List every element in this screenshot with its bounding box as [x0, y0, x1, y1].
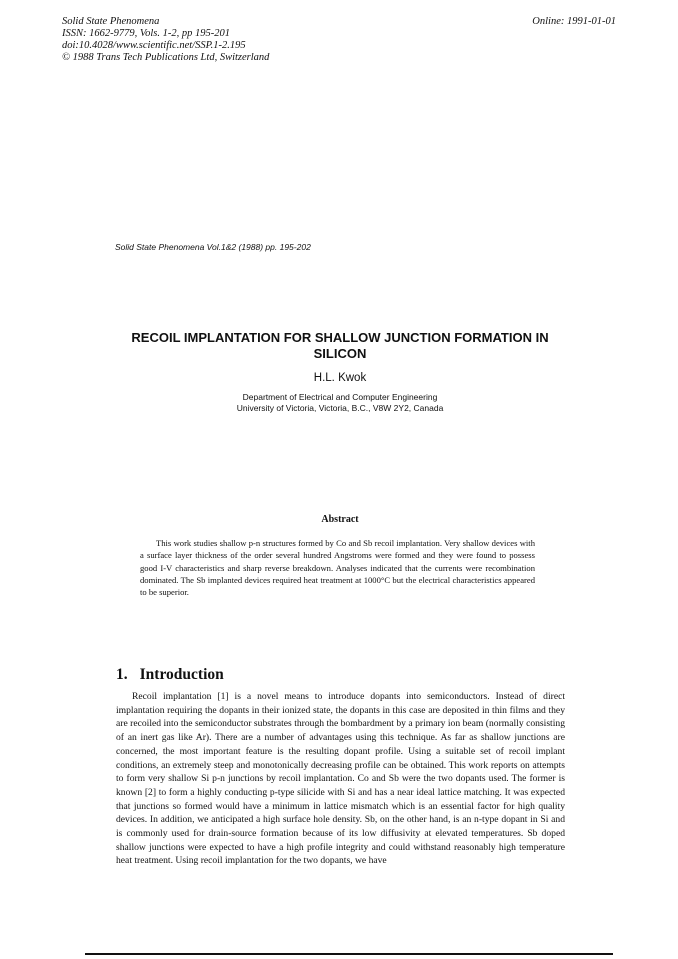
- affiliation: [110, 392, 570, 414]
- affiliation-university: University of Victoria, Victoria, B.C., V8W 2Y2, Canada: [236, 403, 444, 413]
- author-name: H.L. Kwok: [313, 372, 367, 384]
- online-date: Online: 1991-01-01: [532, 16, 616, 27]
- abstract-heading: Abstract: [321, 514, 359, 525]
- abstract-text: This work studies shallow p-n structures formed by Co and Sb recoil implantation. Very shallow devices with a surface layer thickness of the order several hundred Angstroms were formed and they were found to possess good I-V characteristics and sharp reverse breakdown. Analyses indicated that the currents were recombination dominated. The Sb implanted devices required heat treatment at 1000°C but the electrical characteristics appeared to be superior.: [140, 538, 535, 598]
- affiliation-department: Department of Electrical and Computer Engineering: [242, 392, 438, 402]
- title-line-2: SILICON: [313, 346, 367, 361]
- paper-title: [110, 330, 570, 362]
- issn-line: ISSN: 1662-9779, Vols. 1-2, pp 195-201: [62, 28, 230, 39]
- copyright-line: © 1988 Trans Tech Publications Ltd, Switzerland: [62, 52, 270, 63]
- journal-name: Solid State Phenomena: [62, 16, 160, 27]
- section-title: Introduction: [139, 666, 224, 683]
- title-line-1: RECOIL IMPLANTATION FOR SHALLOW JUNCTION FORMATION IN: [131, 330, 549, 345]
- section-heading-introduction: [116, 666, 224, 684]
- section-number: 1.: [116, 666, 128, 683]
- journal-reference: Solid State Phenomena Vol.1&2 (1988) pp. 195-202: [115, 242, 311, 252]
- doi-link[interactable]: doi:10.4028/www.scientific.net/SSP.1-2.195: [62, 40, 246, 51]
- footer-divider: [85, 953, 613, 955]
- introduction-text: Recoil implantation [1] is a novel means to introduce dopants into semiconductors. Instead of direct implantation requiring the dopants in their ionized state, the dopants in this case are deposited in thin films and they are recoiled into the semiconductor substrates through the bombardment by a primary ion beam (normally consisting of an inert gas like Ar). There are a number of advantages using this technique. As far as shallow junctions are concerned, the most important feature is the resulting dopant profile. Using a suitable set of recoil implant conditions, an extremely steep and monotonically decreasing profile can be obtained. This work reports on attempts to form very shallow Si p-n junctions by recoil implantation. Co and Sb were the two dopants used. The former is known [2] to form a highly conducting p-type silicide with Si and has a near ideal lattice matching. It was expected that junctions so formed would have a minimum in lattice mismatch which is an essential factor for high quality devices. In addition, we anticipated a high surface hole density. Sb, on the other hand, is an n-type dopant in Si and is commonly used for drain-source formation because of its low diffusivity at elevated temperatures. Sb doped shallow junctions were expected to have a high profile integrity and could withstand reasonably high temperature heat treatment. Using recoil implantation for the two dopants, we have: [116, 691, 565, 867]
